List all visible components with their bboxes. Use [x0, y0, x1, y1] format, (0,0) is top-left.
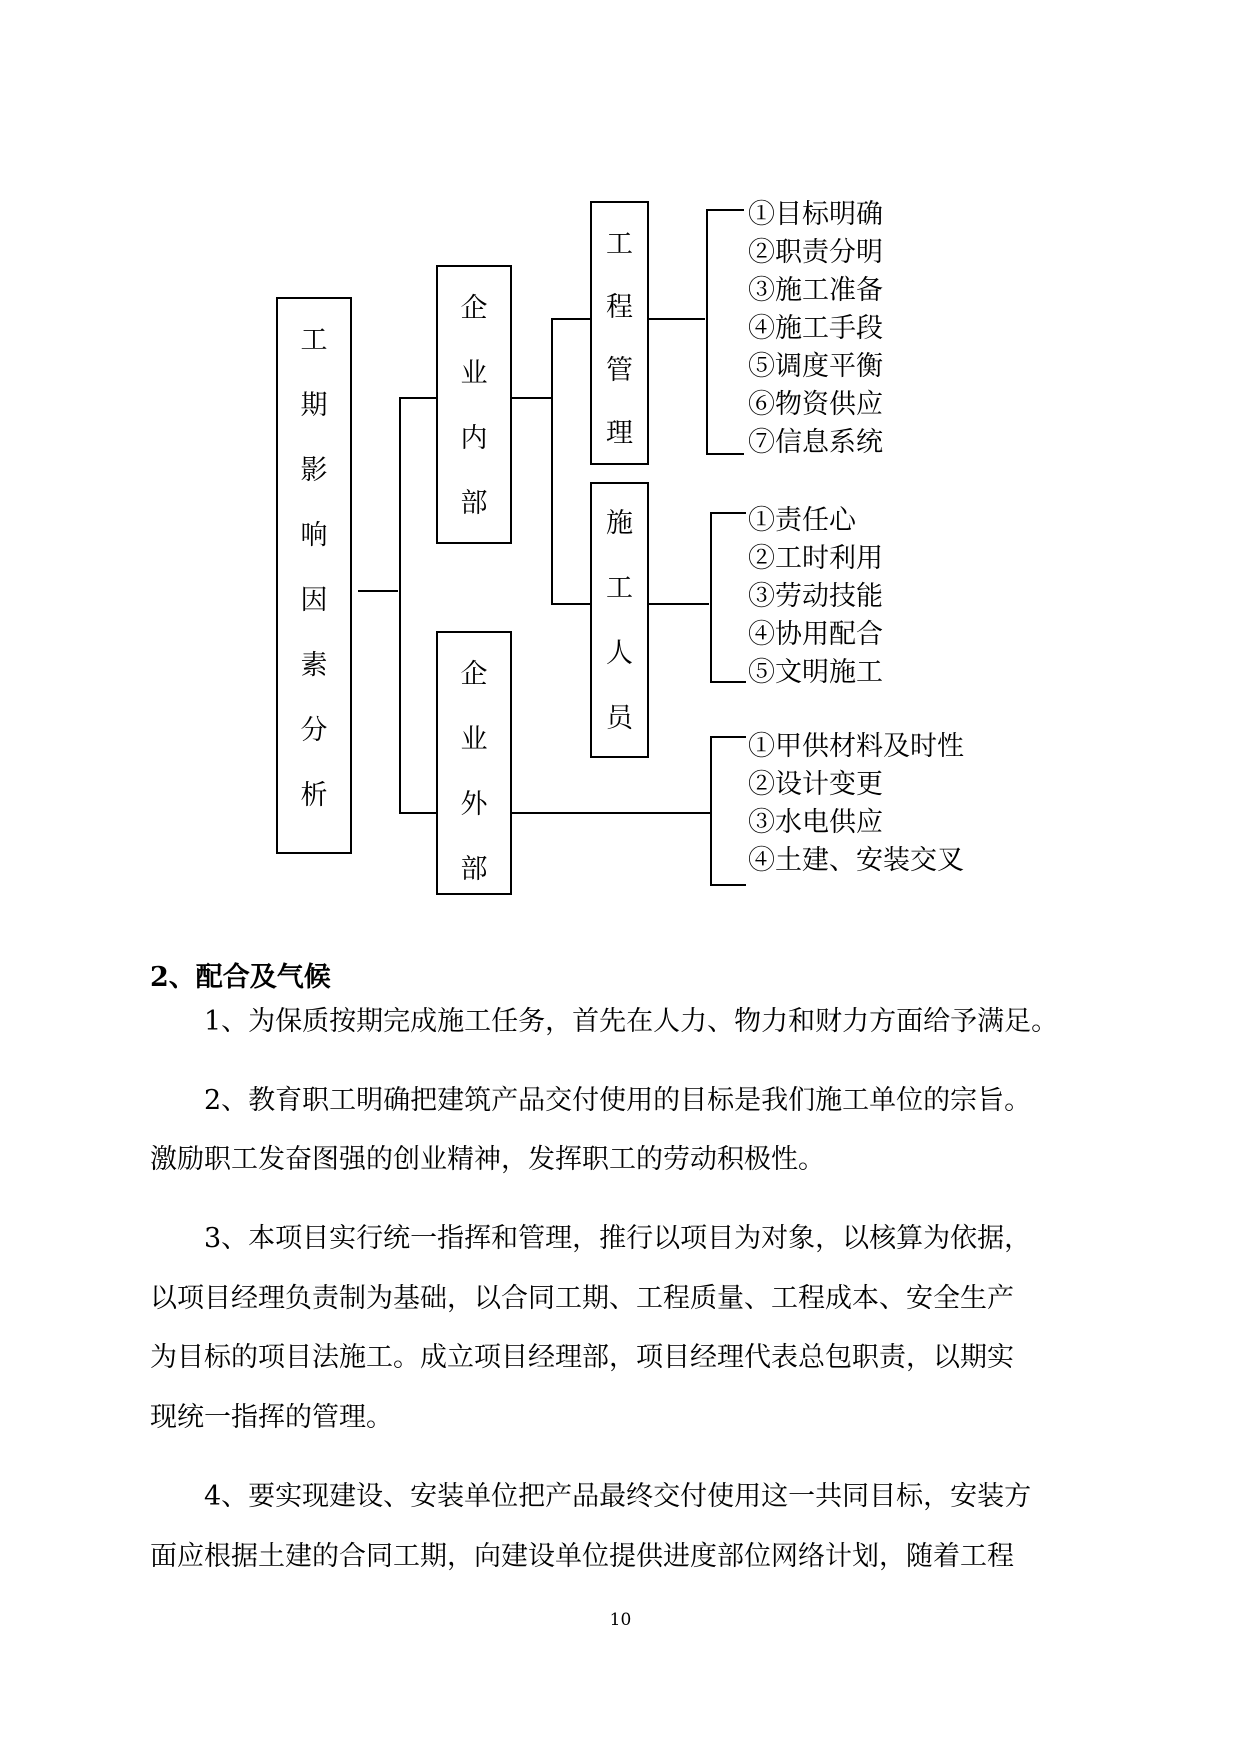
label-char: 部 [460, 488, 488, 519]
bracket-line [706, 209, 708, 455]
label-char: 工 [606, 229, 633, 260]
paragraph-line: 现统一指挥的管理。 [150, 1402, 393, 1433]
root-box [276, 297, 352, 854]
label-char: 业 [460, 358, 488, 389]
label-char: 分 [300, 715, 328, 746]
bracket-line [710, 884, 746, 886]
list-item: ①责任心 [748, 505, 856, 536]
list-item: ①甲供材料及时性 [748, 731, 964, 762]
connector [551, 318, 553, 604]
label-char: 人 [606, 638, 633, 669]
list-item: ③水电供应 [748, 807, 883, 838]
label-char: 期 [300, 390, 328, 421]
paragraph-line: 为目标的项目法施工。成立项目经理部，项目经理代表总包职责，以期实 [150, 1342, 1014, 1373]
list-item: ⑤文明施工 [748, 657, 883, 688]
internal-box [436, 265, 512, 544]
list-item: ②工时利用 [748, 543, 883, 574]
list-item: ⑥物资供应 [748, 389, 883, 420]
paragraph-line: 面应根据土建的合同工期，向建设单位提供进度部位网络计划，随着工程 [150, 1541, 1014, 1572]
paragraph-line: 1、为保质按期完成施工任务，首先在人力、物力和财力方面给予满足。 [150, 1006, 1059, 1037]
list-item: ④土建、安装交叉 [748, 845, 964, 876]
bracket-line [710, 736, 746, 738]
bracket-line [710, 736, 712, 886]
connector [399, 397, 436, 399]
bracket-line [710, 681, 746, 683]
label-char: 内 [460, 423, 488, 454]
label-char: 影 [300, 455, 328, 486]
connector [649, 603, 709, 605]
label-char: 工 [300, 325, 328, 356]
label-char: 员 [606, 703, 633, 734]
label-char: 析 [300, 780, 328, 811]
label-char: 管 [606, 355, 633, 386]
label-char: 程 [606, 292, 633, 323]
connector [512, 397, 552, 399]
label-char: 企 [460, 659, 488, 690]
page-number: 10 [609, 1610, 632, 1630]
external-box [436, 631, 512, 895]
paragraph-line: 3、本项目实行统一指挥和管理，推行以项目为对象，以核算为依据， [150, 1223, 1032, 1254]
label-char: 因 [300, 585, 328, 616]
connector [512, 812, 710, 814]
list-item: ②职责分明 [748, 237, 883, 268]
paragraph-line: 2、教育职工明确把建筑产品交付使用的目标是我们施工单位的宗旨。 [150, 1085, 1032, 1116]
list-item: ②设计变更 [748, 769, 883, 800]
label-char: 理 [606, 418, 633, 449]
label-char: 响 [300, 520, 328, 551]
label-char: 部 [460, 854, 488, 885]
paragraph-line: 以项目经理负责制为基础，以合同工期、工程质量、工程成本、安全生产 [150, 1283, 1014, 1314]
bracket-line [710, 512, 746, 514]
eng-mgmt-box [590, 201, 649, 465]
connector [551, 603, 590, 605]
list-item: ⑤调度平衡 [748, 351, 883, 382]
paragraph-line: 4、要实现建设、安装单位把产品最终交付使用这一共同目标，安装方 [150, 1481, 1032, 1512]
label-char: 业 [460, 724, 488, 755]
list-item: ⑦信息系统 [748, 427, 883, 458]
connector [399, 812, 436, 814]
label-char: 施 [606, 508, 633, 539]
paragraph-line: 激励职工发奋图强的创业精神，发挥职工的劳动积极性。 [150, 1144, 825, 1175]
list-item: ③施工准备 [748, 275, 883, 306]
list-item: ③劳动技能 [748, 581, 883, 612]
connector [399, 397, 401, 813]
connector [649, 318, 705, 320]
workers-box [590, 482, 649, 758]
label-char: 外 [460, 789, 488, 820]
list-item: ④施工手段 [748, 313, 883, 344]
label-char: 工 [606, 573, 633, 604]
list-item: ④协用配合 [748, 619, 883, 650]
bracket-line [710, 512, 712, 683]
label-char: 企 [460, 293, 488, 324]
connector [551, 318, 590, 320]
bracket-line [706, 453, 744, 455]
connector [358, 590, 398, 592]
bracket-line [706, 209, 744, 211]
label-char: 素 [300, 650, 328, 681]
list-item: ①目标明确 [748, 199, 883, 230]
section-heading: 2、配合及气候 [150, 962, 331, 993]
